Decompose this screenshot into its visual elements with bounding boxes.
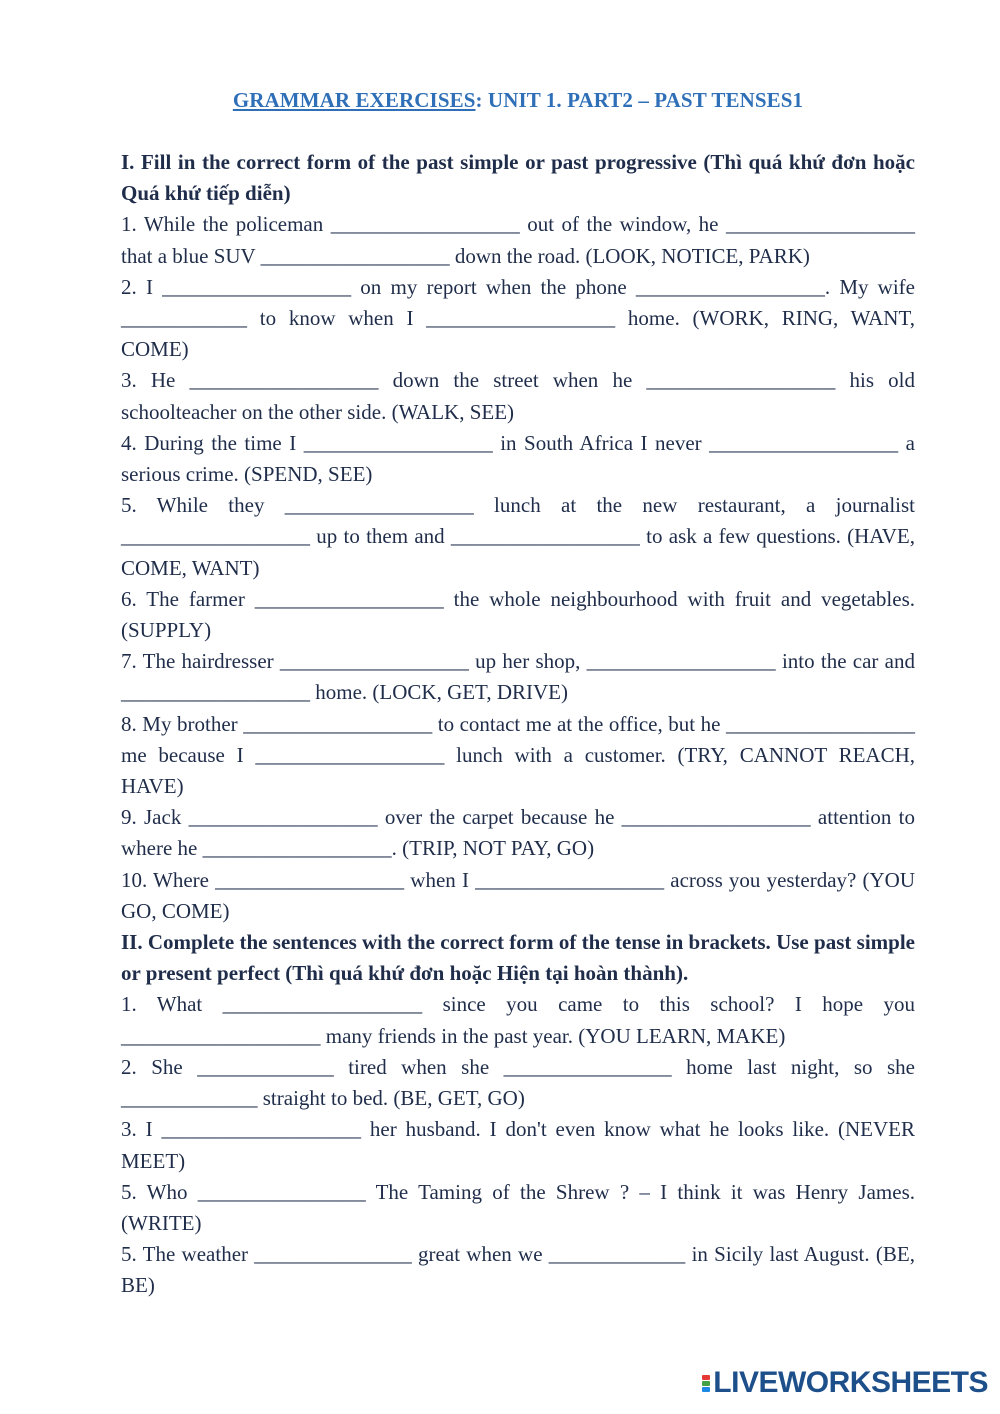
worksheet-page — [121, 88, 915, 1302]
exercise-1-item-8: 8. My brother __________________ to contact me at the office, but he __________________ me because I __________________ lunch with a customer. (TRY, CANNOT REACH, HAVE) — [121, 711, 915, 799]
section-2-heading: II. Complete the sentences with the correct form of the tense in brackets. Use past simple or present perfect (Thì quá khứ đơn hoặc Hiện tại hoàn thành). — [121, 930, 915, 986]
worksheet-title — [121, 88, 915, 113]
exercise-1-item-9: 9. Jack __________________ over the carpet because he __________________ attention to where he __________________. (TRIP, NOT PAY, GO) — [121, 805, 915, 861]
section-1-heading: I. Fill in the correct form of the past simple or past progressive (Thì quá khứ đơn hoặc Quá khứ tiếp diễn) — [121, 150, 915, 206]
liveworksheets-brand: LIVEWORKSHEETS — [713, 1366, 988, 1399]
liveworksheets-mark-icon — [702, 1375, 710, 1392]
exercise-1-item-3: 3. He __________________ down the street when he __________________ his old schoolteacher on the other side. (WALK, SEE) — [121, 368, 915, 424]
exercise-1-item-6: 6. The farmer __________________ the whole neighbourhood with fruit and vegetables. (SUPPLY) — [121, 586, 915, 643]
exercise-2-item-4: 5. Who ________________ The Taming of the Shrew ? – I think it was Henry James. (WRITE) — [121, 1179, 915, 1235]
title-rest: : UNIT 1. PART2 – PAST TENSES1 — [475, 88, 804, 112]
liveworksheets-logo — [702, 1366, 988, 1400]
exercise-2-item-1: 1. What ___________________ since you came to this school? I hope you ___________________ many friends in the past year. (YOU LEARN, MAKE) — [121, 992, 915, 1048]
exercise-2-item-5: 5. The weather _______________ great when we _____________ in Sicily last August. (BE, BE) — [121, 1242, 915, 1298]
exercise-1-item-10: 10. Where __________________ when I __________________ across you yesterday? (YOU GO, COME) — [121, 867, 915, 923]
exercise-1-item-4: 4. During the time I __________________ in South Africa I never __________________ a serious crime. (SPEND, SEE) — [121, 430, 915, 487]
exercise-1-item-7: 7. The hairdresser __________________ up her shop, __________________ into the car and __________________ home. (LOCK, GET, DRIVE) — [121, 649, 915, 705]
exercise-1-item-1: 1. While the policeman __________________ out of the window, he __________________ that a blue SUV __________________ down the road. (LOOK, NOTICE, PARK) — [121, 212, 915, 268]
exercise-2-item-2: 2. She _____________ tired when she ________________ home last night, so she _____________ straight to bed. (BE, GET, GO) — [121, 1054, 915, 1111]
exercise-2-item-3: 3. I ___________________ her husband. I don't even know what he looks like. (NEVER MEET) — [121, 1117, 915, 1173]
title-link: GRAMMAR EXERCISES — [232, 88, 476, 112]
exercise-1-item-2: 2. I __________________ on my report when the phone __________________. My wife ____________ to know when I __________________ home. (WORK, RING, WANT, COME) — [121, 274, 915, 362]
exercise-1-item-5: 5. While they __________________ lunch at the new restaurant, a journalist __________________ up to them and __________________ to ask a few questions. (HAVE, COME, WANT) — [121, 493, 915, 580]
worksheet-content — [121, 147, 915, 1302]
